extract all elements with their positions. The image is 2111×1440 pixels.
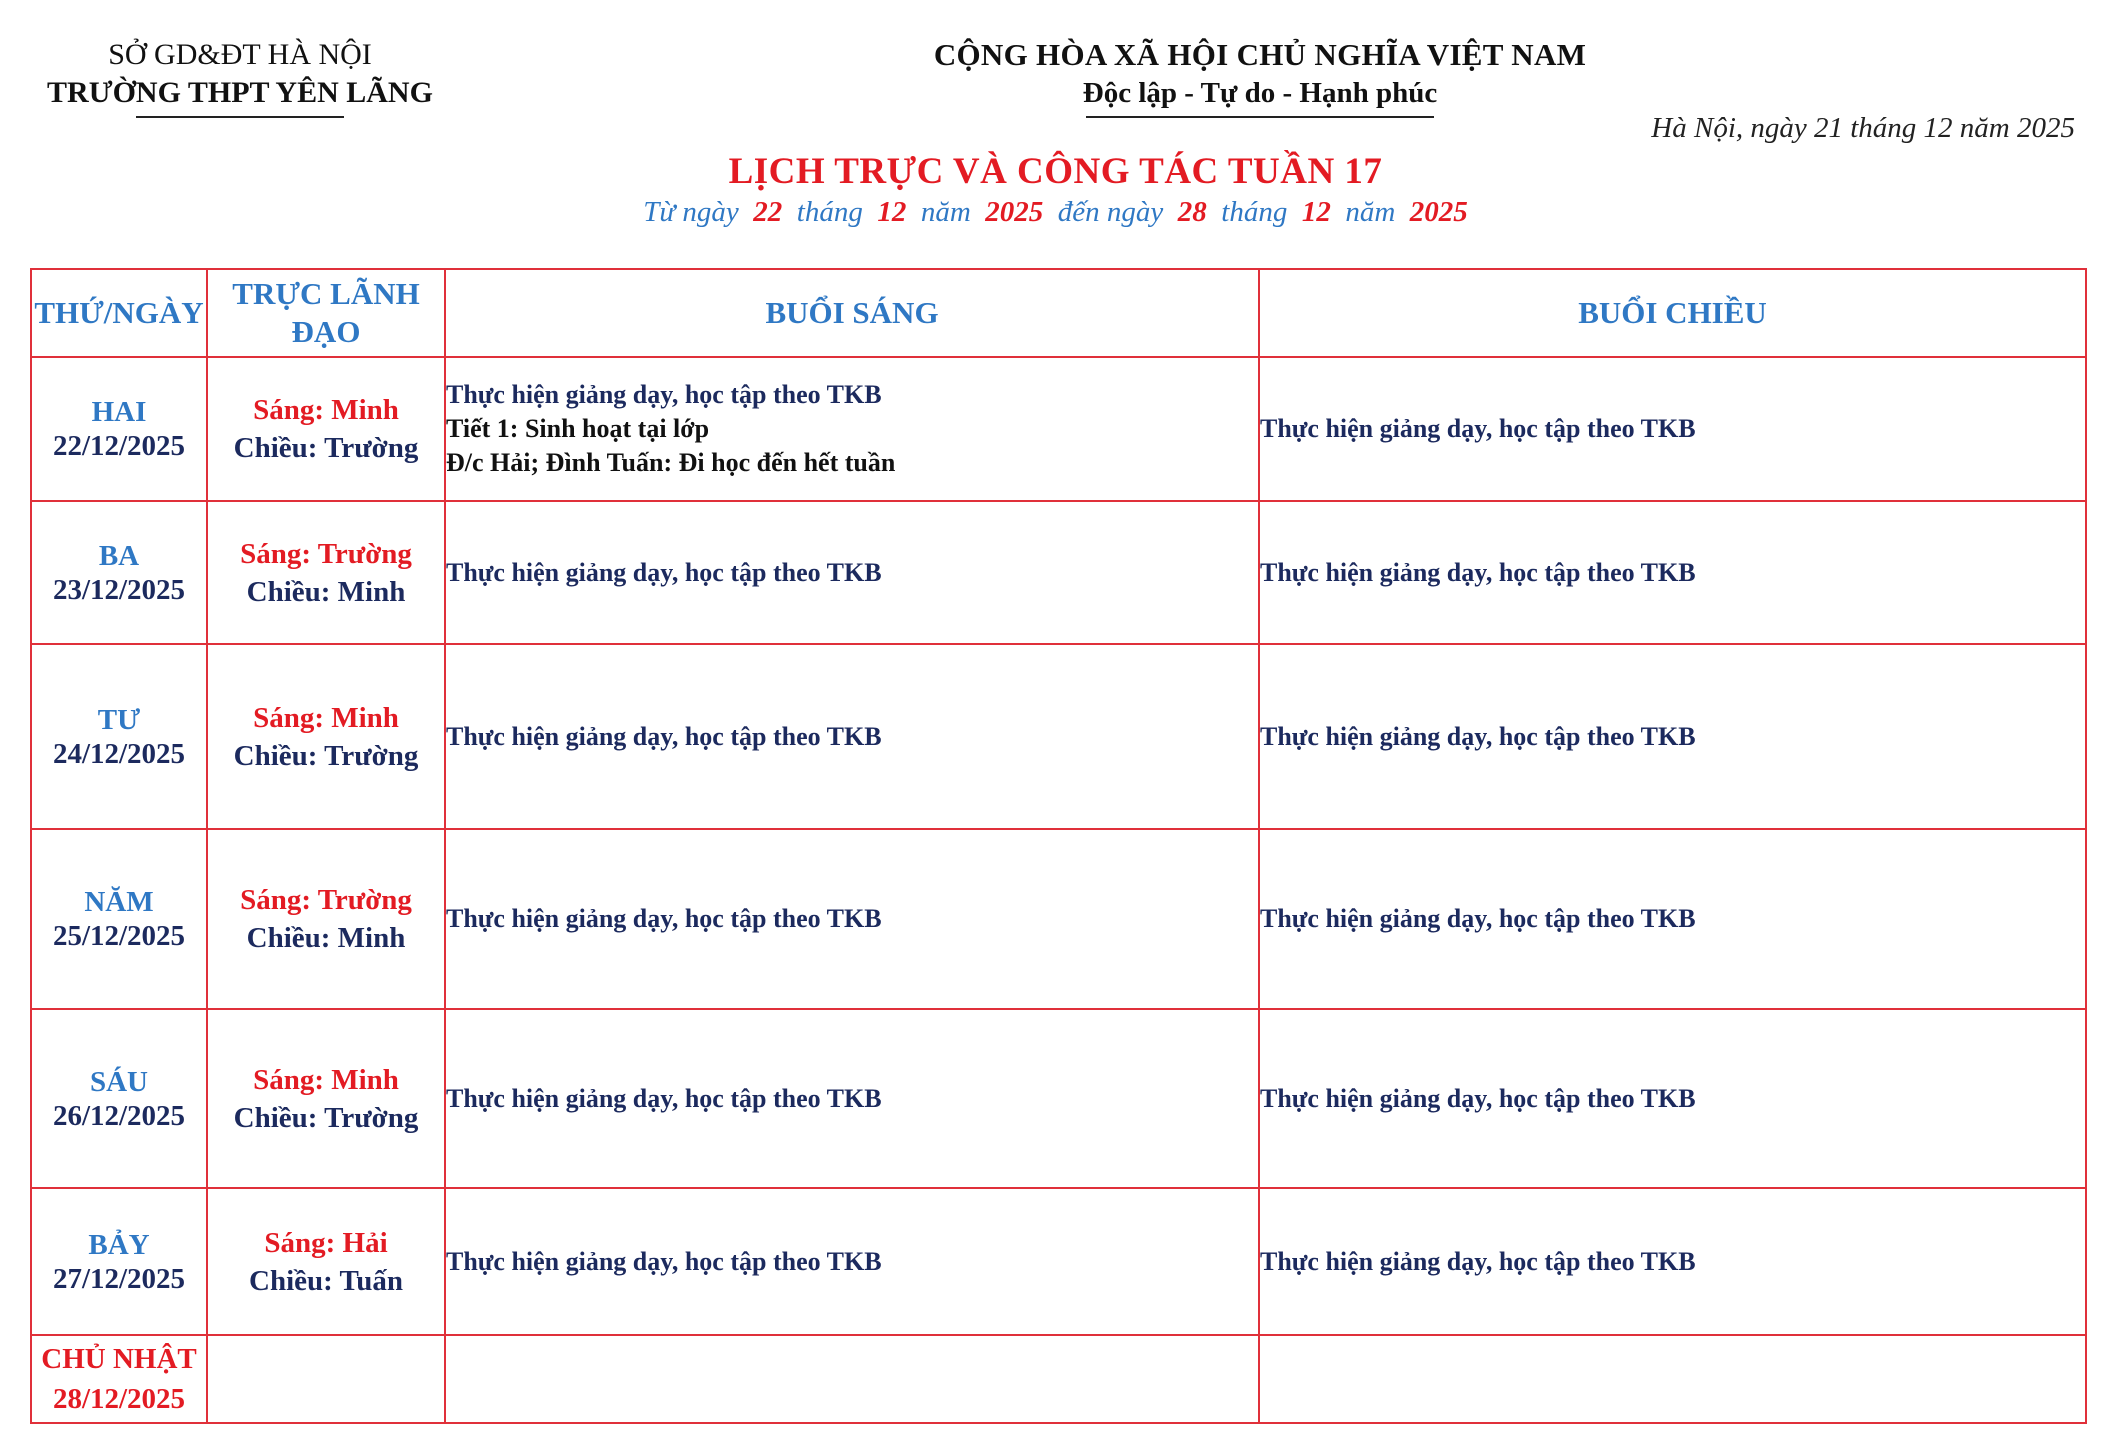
leader-morning: Sáng: Trường xyxy=(240,884,412,916)
day-cell xyxy=(31,829,207,1009)
afternoon-cell xyxy=(1259,501,2086,644)
day-date: 22/12/2025 xyxy=(52,430,186,462)
afternoon-activity: Thực hiện giảng dạy, học tập theo TKB xyxy=(1260,1246,1696,1276)
to-day: 28 xyxy=(1177,196,1207,228)
afternoon-cell xyxy=(1259,829,2086,1009)
leader-afternoon: Chiều: Trường xyxy=(233,432,419,464)
morning-cell xyxy=(445,357,1259,501)
afternoon-activity: Thực hiện giảng dạy, học tập theo TKB xyxy=(1260,414,1696,443)
table-row xyxy=(31,501,2086,644)
table-row xyxy=(31,1335,2086,1423)
day-date: 27/12/2025 xyxy=(52,1262,186,1295)
to-year: 2025 xyxy=(1409,196,1468,228)
leader-cell xyxy=(207,501,445,644)
morning-activity: Thực hiện giảng dạy, học tập theo TKB xyxy=(446,1246,882,1276)
header-afternoon: BUỔI CHIỀU xyxy=(1259,269,2086,357)
national-header-rule xyxy=(1086,116,1434,118)
leader-morning: Sáng: Trường xyxy=(240,537,412,570)
to-month-label: tháng xyxy=(1221,196,1288,228)
table-row xyxy=(31,1009,2086,1188)
day-name: SÁU xyxy=(89,1065,148,1098)
day-date: 23/12/2025 xyxy=(52,573,186,606)
morning-cell xyxy=(445,501,1259,644)
morning-activity: Tiết 1: Sinh hoạt tại lớp xyxy=(446,414,710,443)
day-cell xyxy=(31,357,207,501)
table-row xyxy=(31,829,2086,1009)
leader-afternoon: Chiều: Trường xyxy=(233,1101,419,1134)
school-name: TRƯỜNG THPT YÊN LÃNG xyxy=(47,76,433,109)
date-range xyxy=(0,196,2111,229)
afternoon-cell xyxy=(1259,644,2086,829)
schedule-table xyxy=(30,268,2087,1424)
morning-activity: Thực hiện giảng dạy, học tập theo TKB xyxy=(446,380,882,409)
leader-afternoon: Chiều: Minh xyxy=(246,575,406,608)
from-month: 12 xyxy=(877,196,907,228)
afternoon-activity: Thực hiện giảng dạy, học tập theo TKB xyxy=(1260,904,1696,933)
day-name: NĂM xyxy=(84,886,154,918)
leader-afternoon: Chiều: Minh xyxy=(246,922,406,954)
leader-cell xyxy=(207,1009,445,1188)
morning-activity: Thực hiện giảng dạy, học tập theo TKB xyxy=(446,904,882,933)
day-cell xyxy=(31,644,207,829)
from-year: 2025 xyxy=(985,196,1044,228)
leader-afternoon: Chiều: Trường xyxy=(233,739,419,772)
day-cell xyxy=(31,1188,207,1335)
from-day: 22 xyxy=(753,196,783,228)
page-title: LỊCH TRỰC VÀ CÔNG TÁC TUẦN 17 xyxy=(728,151,1383,192)
afternoon-activity: Thực hiện giảng dạy, học tập theo TKB xyxy=(1260,557,1696,587)
morning-cell xyxy=(445,829,1259,1009)
to-label: đến ngày xyxy=(1057,196,1164,228)
header-day: THỨ/NGÀY xyxy=(31,269,207,357)
day-date: 24/12/2025 xyxy=(52,737,186,770)
from-year-label: năm xyxy=(920,196,971,228)
day-date: 26/12/2025 xyxy=(52,1099,186,1132)
morning-cell xyxy=(445,644,1259,829)
leader-morning: Sáng: Minh xyxy=(253,1063,399,1096)
afternoon-cell xyxy=(1259,1188,2086,1335)
table-row xyxy=(31,357,2086,501)
morning-cell xyxy=(445,1188,1259,1335)
leader-cell xyxy=(207,829,445,1009)
afternoon-activity: Thực hiện giảng dạy, học tập theo TKB xyxy=(1260,1083,1696,1113)
leader-cell xyxy=(207,1335,445,1423)
leader-morning: Sáng: Minh xyxy=(253,701,399,734)
national-header xyxy=(900,36,1620,118)
leader-cell xyxy=(207,1188,445,1335)
afternoon-activity: Thực hiện giảng dạy, học tập theo TKB xyxy=(1260,721,1696,751)
day-name: TƯ xyxy=(97,703,141,736)
from-month-label: tháng xyxy=(796,196,863,228)
day-cell xyxy=(31,501,207,644)
leader-morning: Sáng: Hải xyxy=(264,1226,388,1259)
department-name: SỞ GD&ĐT HÀ NỘI xyxy=(108,38,372,71)
afternoon-cell xyxy=(1259,357,2086,501)
to-month: 12 xyxy=(1301,196,1331,228)
morning-activity: Thực hiện giảng dạy, học tập theo TKB xyxy=(446,1083,882,1113)
morning-activity: Đ/c Hải; Đình Tuấn: Đi học đến hết tuần xyxy=(446,448,896,477)
to-year-label: năm xyxy=(1345,196,1396,228)
day-name: CHỦ NHẬT xyxy=(41,1343,197,1375)
leader-cell xyxy=(207,644,445,829)
afternoon-cell xyxy=(1259,1009,2086,1188)
day-name: BA xyxy=(98,539,140,572)
school-header xyxy=(30,36,450,118)
table-row xyxy=(31,644,2086,829)
leader-cell xyxy=(207,357,445,501)
table-row xyxy=(31,1188,2086,1335)
header-morning: BUỔI SÁNG xyxy=(445,269,1259,357)
morning-activity: Thực hiện giảng dạy, học tập theo TKB xyxy=(446,721,882,751)
national-motto: Độc lập - Tự do - Hạnh phúc xyxy=(1082,77,1438,109)
school-header-rule xyxy=(136,116,344,118)
document-date: Hà Nội, ngày 21 tháng 12 năm 2025 xyxy=(1651,112,2075,144)
leader-morning: Sáng: Minh xyxy=(253,394,399,426)
leader-afternoon: Chiều: Tuấn xyxy=(249,1264,403,1297)
table-header-row xyxy=(31,269,2086,357)
morning-activity: Thực hiện giảng dạy, học tập theo TKB xyxy=(446,557,882,587)
afternoon-cell xyxy=(1259,1335,2086,1423)
header-leader: TRỰC LÃNH ĐẠO xyxy=(207,269,445,357)
day-cell xyxy=(31,1009,207,1188)
from-label: Từ ngày xyxy=(643,196,739,228)
day-date: 25/12/2025 xyxy=(52,920,186,952)
national-name: CỘNG HÒA XÃ HỘI CHỦ NGHĨA VIỆT NAM xyxy=(933,37,1587,72)
morning-cell xyxy=(445,1335,1259,1423)
day-name: BẢY xyxy=(88,1228,150,1261)
day-date: 28/12/2025 xyxy=(52,1383,186,1415)
day-cell xyxy=(31,1335,207,1423)
morning-cell xyxy=(445,1009,1259,1188)
day-name: HAI xyxy=(91,396,147,428)
